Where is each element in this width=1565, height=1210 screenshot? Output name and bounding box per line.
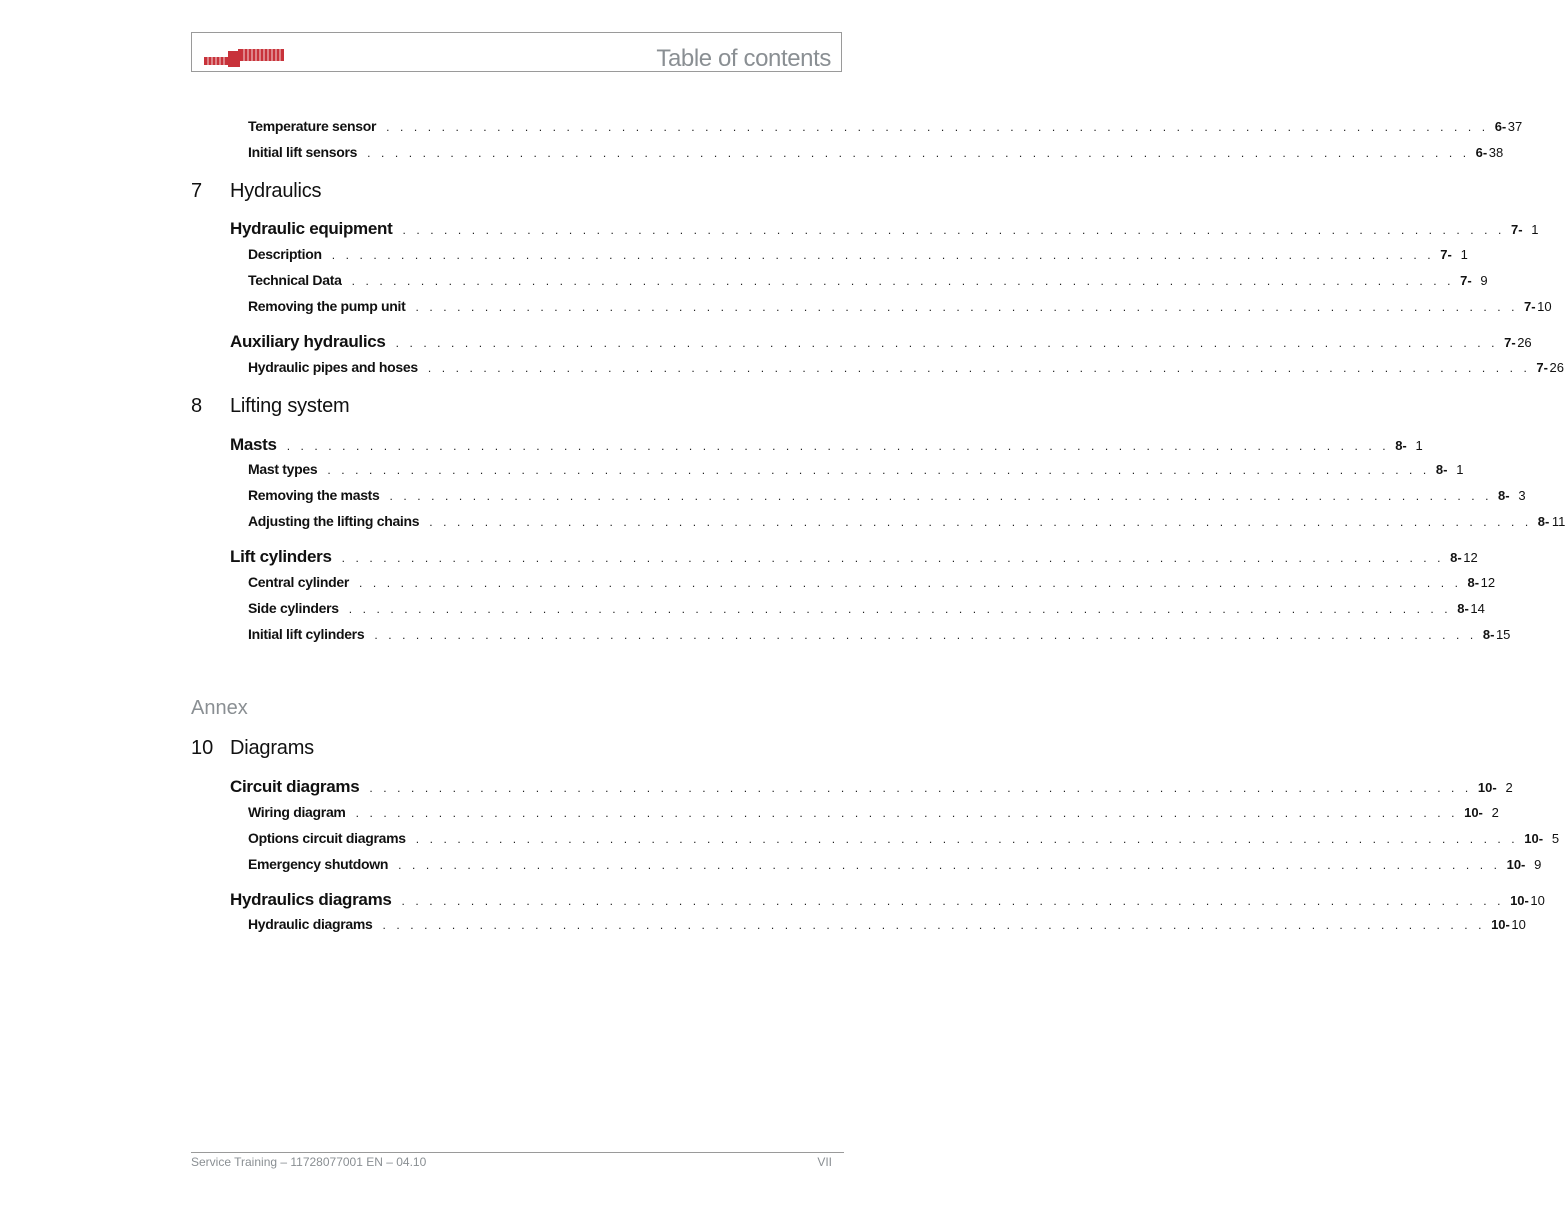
- brand-logo: [204, 47, 284, 67]
- page-number: 9: [1534, 857, 1542, 872]
- page-number: 9: [1480, 273, 1488, 288]
- dot-leader: . . . . . . . . . . . . . . . . . . . . . . . . . . . . . . . . . . . . . . . . . . . . . . . . . . . . . . . . . . . . . . . . . . . . . . . . . . . . . . . .: [386, 120, 1489, 134]
- toc-entry-title: Adjusting the lifting chains: [248, 513, 420, 529]
- dot-leader: . . . . . . . . . . . . . . . . . . . . . . . . . . . . . . . . . . . . . . . . . . . . . . . . . . . . . . . . . . . . . . . . . . . . . . . . . . . . . . . .: [382, 918, 1486, 932]
- toc-subsection-entry[interactable]: [248, 144, 1504, 164]
- page-number: 1: [1531, 222, 1539, 237]
- page-number: 15: [1495, 627, 1511, 642]
- chapter-prefix: 7-: [1536, 360, 1548, 375]
- dot-leader: . . . . . . . . . . . . . . . . . . . . . . . . . . . . . . . . . . . . . . . . . . . . . . . . . . . . . . . . . . . . . . . . . . . . . . . . . . . . . . . .: [374, 628, 1477, 642]
- dot-leader: . . . . . . . . . . . . . . . . . . . . . . . . . . . . . . . . . . . . . . . . . . . . . . . . . . . . . . . . . . . . . . . . . . . . . . . . . . . . . . . .: [359, 576, 1462, 590]
- toc-page-ref: [1476, 145, 1504, 160]
- dot-leader: . . . . . . . . . . . . . . . . . . . . . . . . . . . . . . . . . . . . . . . . . . . . . . . . . . . . . . . . . . . . . . . . . . . . . . . . . . . . . . . .: [395, 336, 1499, 350]
- dot-leader: . . . . . . . . . . . . . . . . . . . . . . . . . . . . . . . . . . . . . . . . . . . . . . . . . . . . . . . . . . . . . . . . . . . . . . . . . . . . . . . .: [402, 223, 1505, 237]
- toc-entry-title: Side cylinders: [248, 600, 339, 616]
- page-number: 2: [1505, 780, 1513, 795]
- page-number: 26: [1517, 335, 1532, 350]
- chapter-prefix: 8-: [1537, 514, 1550, 529]
- chapter-prefix: 10-: [1464, 805, 1483, 820]
- chapter-prefix: 7-: [1524, 299, 1536, 314]
- chapter-prefix: 10-: [1491, 917, 1510, 932]
- toc-page-ref: [1538, 514, 1565, 529]
- chapter-prefix: 6-: [1494, 119, 1507, 134]
- chapter-prefix: 8-: [1435, 462, 1448, 477]
- toc-subsection-entry[interactable]: [248, 830, 1560, 850]
- dot-leader: . . . . . . . . . . . . . . . . . . . . . . . . . . . . . . . . . . . . . . . . . . . . . . . . . . . . . . . . . . . . . . . . . . . . . . . . . . . . . . . .: [286, 439, 1390, 453]
- chapter-prefix: 7-: [1504, 335, 1516, 350]
- page-number: 12: [1480, 575, 1496, 590]
- dot-leader: . . . . . . . . . . . . . . . . . . . . . . . . . . . . . . . . . . . . . . . . . . . . . . . . . . . . . . . . . . . . . . . . . . . . . . . . . . . . . . . .: [341, 551, 1445, 565]
- chapter-prefix: 10-: [1510, 893, 1529, 908]
- toc-subsection-entry[interactable]: [248, 359, 1564, 379]
- toc-page-ref: [1495, 119, 1523, 134]
- chapter-number: 10: [191, 737, 214, 759]
- toc-page-ref: [1478, 780, 1513, 795]
- toc-entry-title: Central cylinder: [248, 574, 350, 590]
- chapter-title: Lifting system: [230, 395, 350, 417]
- page-number: 1: [1415, 438, 1423, 453]
- toc-page-ref: [1524, 299, 1552, 314]
- toc-section-entry[interactable]: [230, 435, 1423, 455]
- chapter-prefix: 8-: [1450, 550, 1462, 565]
- toc-page-ref: [1436, 462, 1464, 477]
- page-number: 12: [1463, 550, 1478, 565]
- page-number: 5: [1551, 831, 1560, 846]
- chapter-title: Hydraulics: [230, 180, 322, 202]
- toc-section-entry[interactable]: [230, 890, 1545, 910]
- toc-subsection-entry[interactable]: [248, 916, 1526, 936]
- toc-entry-title: Lift cylinders: [230, 547, 332, 566]
- chapter-prefix: 10-: [1524, 831, 1544, 846]
- toc-entry-title: Technical Data: [248, 272, 342, 288]
- toc-subsection-entry[interactable]: [248, 487, 1526, 507]
- toc-entry-title: Removing the pump unit: [248, 298, 406, 314]
- toc-entry-title: Hydraulics diagrams: [230, 890, 392, 909]
- dot-leader: . . . . . . . . . . . . . . . . . . . . . . . . . . . . . . . . . . . . . . . . . . . . . . . . . . . . . . . . . . . . . . . . . . . . . . . . . . . . . . . .: [369, 781, 1472, 795]
- page-number: 10: [1530, 893, 1545, 908]
- toc-subsection-entry[interactable]: [248, 513, 1565, 533]
- page-number: 10: [1511, 917, 1526, 932]
- toc-page-ref: [1507, 857, 1542, 872]
- footer-page-number: VII: [817, 1155, 832, 1169]
- page-number: 26: [1549, 360, 1564, 375]
- toc-entry-title: Mast types: [248, 461, 318, 477]
- chapter-number: 8: [191, 395, 203, 417]
- toc-subsection-entry[interactable]: [248, 272, 1488, 292]
- toc-subsection-entry[interactable]: [248, 461, 1464, 481]
- dot-leader: . . . . . . . . . . . . . . . . . . . . . . . . . . . . . . . . . . . . . . . . . . . . . . . . . . . . . . . . . . . . . . . . . . . . . . . . . . . . . . . .: [415, 300, 1519, 314]
- chapter-prefix: 7-: [1460, 273, 1472, 288]
- toc-page-ref: [1498, 488, 1526, 503]
- dot-leader: . . . . . . . . . . . . . . . . . . . . . . . . . . . . . . . . . . . . . . . . . . . . . . . . . . . . . . . . . . . . . . . . . . . . . . . . . . . . . . . .: [401, 894, 1505, 908]
- toc-entry-title: Removing the masts: [248, 487, 380, 503]
- dot-leader: . . . . . . . . . . . . . . . . . . . . . . . . . . . . . . . . . . . . . . . . . . . . . . . . . . . . . . . . . . . . . . . . . . . . . . . . . . . . . . . .: [427, 361, 1531, 375]
- page-number: 10: [1537, 299, 1552, 314]
- toc-section-entry[interactable]: [230, 219, 1539, 239]
- toc-page-ref: [1491, 917, 1526, 932]
- chapter-prefix: 10-: [1477, 780, 1497, 795]
- dot-leader: . . . . . . . . . . . . . . . . . . . . . . . . . . . . . . . . . . . . . . . . . . . . . . . . . . . . . . . . . . . . . . . . . . . . . . . . . . . . . . . .: [331, 248, 1435, 262]
- toc-section-entry[interactable]: [230, 777, 1513, 797]
- page-number: 1: [1456, 462, 1464, 477]
- toc-entry-title: Hydraulic equipment: [230, 219, 393, 238]
- toc-page-ref: [1457, 601, 1485, 616]
- toc-entry-title: Auxiliary hydraulics: [230, 332, 386, 351]
- chapter-prefix: 8-: [1467, 575, 1480, 590]
- toc-entry-title: Hydraulic diagrams: [248, 916, 373, 932]
- dot-leader: . . . . . . . . . . . . . . . . . . . . . . . . . . . . . . . . . . . . . . . . . . . . . . . . . . . . . . . . . . . . . . . . . . . . . . . . . . . . . . . .: [327, 463, 1430, 477]
- page-number: 14: [1470, 601, 1485, 616]
- chapter-prefix: 10-: [1506, 857, 1526, 872]
- page-number: 37: [1507, 119, 1523, 134]
- page-number: 3: [1518, 488, 1526, 503]
- toc-section-entry[interactable]: [230, 547, 1478, 567]
- dot-leader: . . . . . . . . . . . . . . . . . . . . . . . . . . . . . . . . . . . . . . . . . . . . . . . . . . . . . . . . . . . . . . . . . . . . . . . . . . . . . . . .: [367, 146, 1470, 160]
- chapter-prefix: 8-: [1457, 601, 1469, 616]
- chapter-title: Diagrams: [230, 737, 314, 759]
- chapter-prefix: 8-: [1395, 438, 1407, 453]
- toc-page-ref: [1536, 360, 1564, 375]
- toc-entry-title: Wiring diagram: [248, 804, 346, 820]
- toc-page-ref: [1468, 575, 1496, 590]
- toc-entry-title: Temperature sensor: [248, 118, 377, 134]
- toc-page-ref: [1524, 831, 1559, 846]
- toc-subsection-entry[interactable]: [248, 600, 1485, 620]
- footer-text: Service Training – 11728077001 EN – 04.10: [191, 1155, 427, 1169]
- chapter-prefix: 6-: [1475, 145, 1488, 160]
- chapter-prefix: 7-: [1510, 222, 1523, 237]
- toc-subsection-entry[interactable]: [248, 246, 1468, 266]
- toc-page-ref: [1483, 627, 1511, 642]
- toc-subsection-entry[interactable]: [248, 856, 1542, 876]
- toc-subsection-entry[interactable]: [248, 626, 1511, 646]
- toc-page-ref: [1504, 335, 1532, 350]
- page-number: 11: [1551, 514, 1565, 529]
- chapter-number: 7: [191, 180, 203, 202]
- annex-heading: Annex: [191, 697, 248, 719]
- toc-entry-title: Initial lift cylinders: [248, 626, 365, 642]
- dot-leader: . . . . . . . . . . . . . . . . . . . . . . . . . . . . . . . . . . . . . . . . . . . . . . . . . . . . . . . . . . . . . . . . . . . . . . . . . . . . . . . .: [348, 602, 1452, 616]
- toc-page-ref: [1395, 438, 1423, 453]
- toc-entry-title: Initial lift sensors: [248, 144, 358, 160]
- dot-leader: . . . . . . . . . . . . . . . . . . . . . . . . . . . . . . . . . . . . . . . . . . . . . . . . . . . . . . . . . . . . . . . . . . . . . . . . . . . . . . . .: [415, 832, 1519, 846]
- footer-rule: [191, 1152, 844, 1153]
- toc-subsection-entry[interactable]: [248, 574, 1496, 594]
- dot-leader: . . . . . . . . . . . . . . . . . . . . . . . . . . . . . . . . . . . . . . . . . . . . . . . . . . . . . . . . . . . . . . . . . . . . . . . . . . . . . . . .: [355, 806, 1459, 820]
- toc-page-ref: [1460, 273, 1488, 288]
- chapter-prefix: 8-: [1498, 488, 1510, 503]
- dot-leader: . . . . . . . . . . . . . . . . . . . . . . . . . . . . . . . . . . . . . . . . . . . . . . . . . . . . . . . . . . . . . . . . . . . . . . . . . . . . . . . .: [389, 489, 1493, 503]
- page-header: [191, 32, 842, 72]
- toc-entry-title: Masts: [230, 435, 277, 454]
- toc-section-entry[interactable]: [230, 332, 1532, 352]
- toc-page-ref: [1510, 893, 1545, 908]
- toc-subsection-entry[interactable]: [248, 118, 1523, 138]
- dot-leader: . . . . . . . . . . . . . . . . . . . . . . . . . . . . . . . . . . . . . . . . . . . . . . . . . . . . . . . . . . . . . . . . . . . . . . . . . . . . . . . .: [398, 858, 1501, 872]
- page-title: Table of contents: [656, 45, 831, 72]
- toc-page-ref: [1511, 222, 1539, 237]
- page-number: 1: [1460, 247, 1468, 262]
- toc-subsection-entry[interactable]: [248, 804, 1499, 824]
- toc-entry-title: Description: [248, 246, 322, 262]
- toc-page-ref: [1440, 247, 1468, 262]
- chapter-prefix: 8-: [1482, 627, 1495, 642]
- toc-entry-title: Circuit diagrams: [230, 777, 360, 796]
- toc-page-ref: [1450, 550, 1478, 565]
- chapter-prefix: 7-: [1440, 247, 1452, 262]
- toc-page-ref: [1464, 805, 1499, 820]
- toc-subsection-entry[interactable]: [248, 298, 1552, 318]
- page-number: 38: [1488, 145, 1504, 160]
- toc-entry-title: Emergency shutdown: [248, 856, 389, 872]
- toc-entry-title: Hydraulic pipes and hoses: [248, 359, 418, 375]
- toc-entry-title: Options circuit diagrams: [248, 830, 406, 846]
- dot-leader: . . . . . . . . . . . . . . . . . . . . . . . . . . . . . . . . . . . . . . . . . . . . . . . . . . . . . . . . . . . . . . . . . . . . . . . . . . . . . . . .: [351, 274, 1455, 288]
- page-number: 2: [1491, 805, 1499, 820]
- dot-leader: . . . . . . . . . . . . . . . . . . . . . . . . . . . . . . . . . . . . . . . . . . . . . . . . . . . . . . . . . . . . . . . . . . . . . . . . . . . . . . . .: [429, 515, 1532, 529]
